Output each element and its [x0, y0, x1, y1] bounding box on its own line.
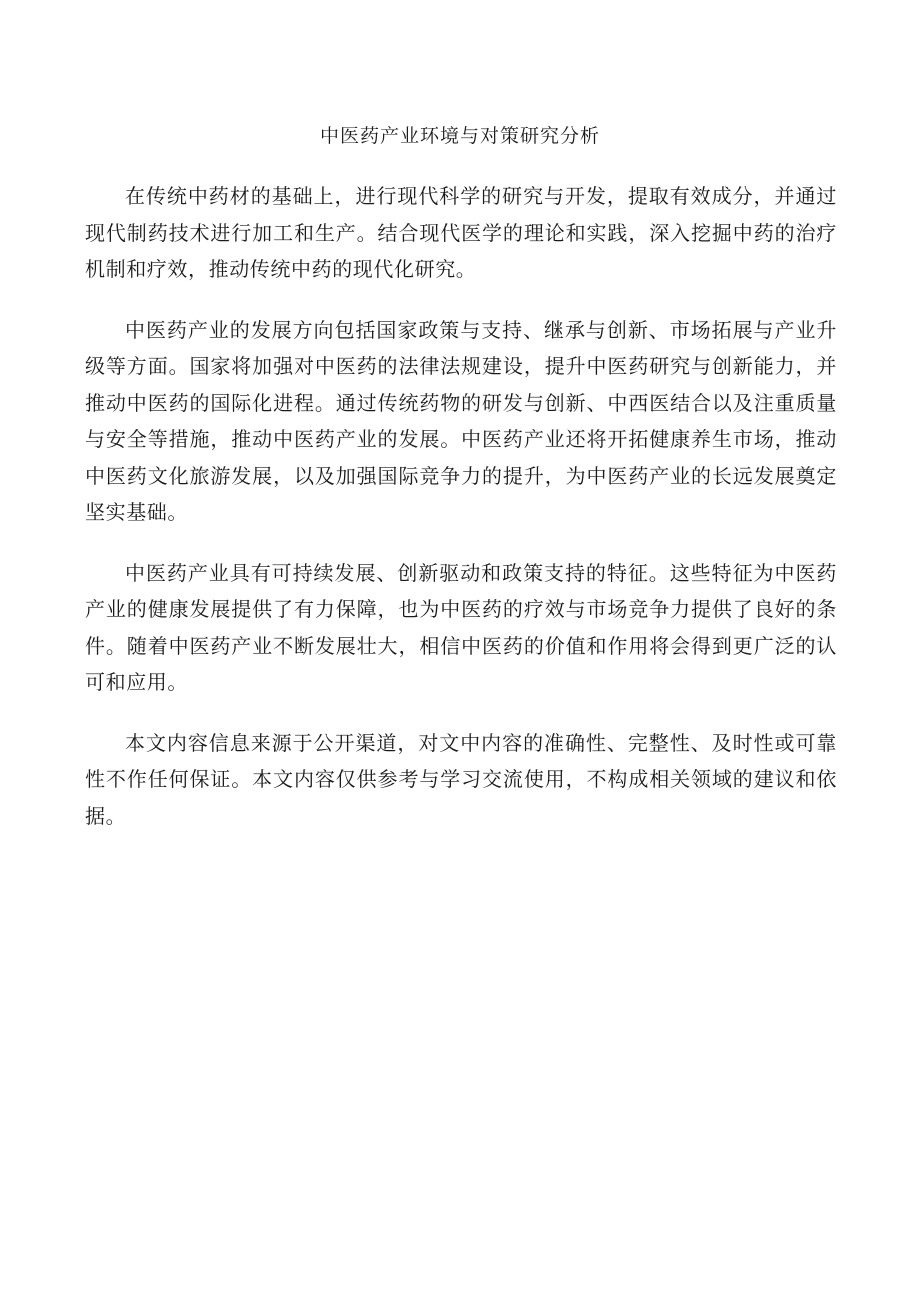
document-body — [85, 178, 837, 858]
paragraph-4: 本文内容信息来源于公开渠道，对文中内容的准确性、完整性、及时性或可靠性不作任何保证。本文内容仅供参考与学习交流使用，不构成相关领域的建议和依据。 — [85, 730, 837, 828]
document-title: 中医药产业环境与对策研究分析 — [319, 125, 600, 147]
paragraph-1: 在传统中药材的基础上，进行现代科学的研究与开发，提取有效成分，并通过现代制药技术进行加工和生产。结合现代医学的理论和实践，深入挖掘中药的治疗机制和疗效，推动传统中药的现代化研究。 — [85, 184, 837, 281]
paragraph-2: 中医药产业的发展方向包括国家政策与支持、继承与创新、市场拓展与产业升级等方面。国家将加强对中医药的法律法规建设，提升中医药研究与创新能力，并推动中医药的国际化进程。通过传统药物的研发与创新、中西医结合以及注重质量与安全等措施，推动中医药产业的发展。中医药产业还将开拓健康养生市场，推动中医药文化旅游发展，以及加强国际竞争力的提升，为中医药产业的长远发展奠定坚实基础。 — [85, 317, 837, 524]
paragraph-3: 中医药产业具有可持续发展、创新驱动和政策支持的特征。这些特征为中医药产业的健康发展提供了有力保障，也为中医药的疗效与市场竞争力提供了良好的条件。随着中医药产业不断发展壮大，相信中医药的价值和作用将会得到更广泛的认可和应用。 — [85, 560, 837, 694]
